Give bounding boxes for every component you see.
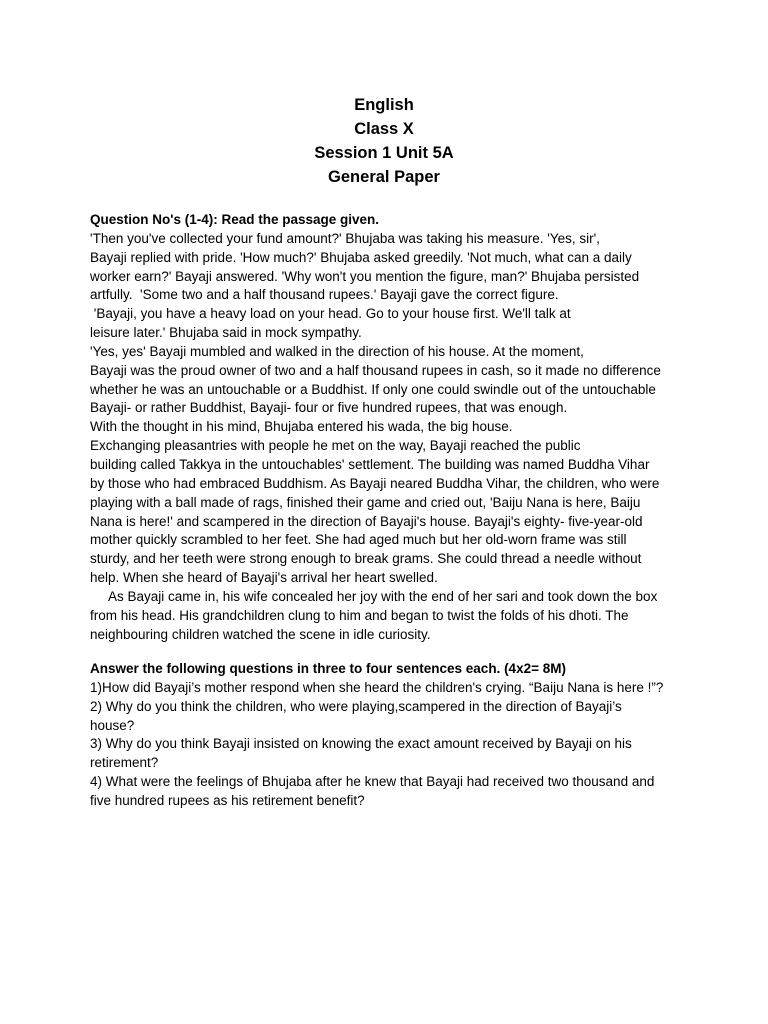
passage-line: 'Bayaji, you have a heavy load on your head. Go to your house first. We'll talk at — [90, 306, 571, 322]
passage-line: whether he was an untouchable or a Buddhist. If only one could swindle out of the untouchable — [90, 381, 656, 397]
passage-line: worker earn?' Bayaji answered. 'Why won't you mention the figure, man?' Bhujaba persisted — [90, 268, 640, 284]
questions-section — [90, 660, 690, 811]
passage-line: artfully. 'Some two and a half thousand rupees.' Bayaji gave the correct figure. — [90, 287, 559, 303]
class-title: Class X — [354, 120, 414, 138]
passage-section — [90, 211, 690, 644]
passage-heading: Question No's (1-4): Read the passage given. — [90, 212, 380, 227]
passage-line: playing with a ball made of rags, finished their game and cried out, 'Baiju Nana is here, Baiju — [90, 494, 641, 510]
passage-line: sturdy, and her teeth were strong enough to break grams. She could thread a needle without — [90, 551, 642, 567]
question-line: 1)How did Bayaji’s mother respond when she heard the children's crying. “Baiju Nana is here !”? — [90, 679, 664, 695]
document-header — [0, 93, 768, 189]
passage-line: Bayaji replied with pride. 'How much?' Bhujaba asked greedily. 'Not much, what can a daily — [90, 249, 632, 265]
question-line: 3) Why do you think Bayaji insisted on knowing the exact amount received by Bayaji on his — [90, 736, 632, 752]
session-title: Session 1 Unit 5A — [314, 144, 454, 162]
paper-title: General Paper — [328, 168, 440, 186]
passage-line: 'Yes, yes' Bayaji mumbled and walked in the direction of his house. At the moment, — [90, 343, 584, 359]
question-line: 2) Why do you think the children, who were playing,scampered in the direction of Bayaji’s — [90, 698, 622, 714]
passage-line: Nana is here!' and scampered in the direction of Bayaji's house. Bayaji's eighty- five-year-old — [90, 513, 643, 529]
question-line: house? — [90, 717, 135, 733]
passage-line: from his head. His grandchildren clung to him and began to twist the folds of his dhoti. The — [90, 607, 629, 623]
passage-line: 'Then you've collected your fund amount?' Bhujaba was taking his measure. 'Yes, sir', — [90, 230, 600, 246]
question-line: five hundred rupees as his retirement benefit? — [90, 792, 365, 808]
passage-line: With the thought in his mind, Bhujaba entered his wada, the big house. — [90, 419, 513, 435]
passage-line: leisure later.' Bhujaba said in mock sympathy. — [90, 325, 362, 341]
passage-line: mother quickly scrambled to her feet. She had aged much but her old-worn frame was still — [90, 532, 627, 548]
question-line: 4) What were the feelings of Bhujaba after he knew that Bayaji had received two thousand and — [90, 774, 655, 790]
passage-line: As Bayaji came in, his wife concealed her joy with the end of her sari and took down the box — [90, 588, 658, 604]
passage-line: Exchanging pleasantries with people he met on the way, Bayaji reached the public — [90, 438, 581, 454]
passage-line: help. When she heard of Bayaji's arrival her heart swelled. — [90, 570, 438, 586]
passage-line: building called Takkya in the untouchables' settlement. The building was named Buddha Vihar — [90, 456, 650, 472]
passage-line: neighbouring children watched the scene in idle curiosity. — [90, 626, 431, 642]
passage-line: Bayaji was the proud owner of two and a half thousand rupees in cash, so it made no difference — [90, 362, 661, 378]
subject-title: English — [354, 96, 414, 114]
questions-heading: Answer the following questions in three to four sentences each. (4x2= 8M) — [90, 661, 566, 676]
passage-line: by those who had embraced Buddhism. As Bayaji neared Buddha Vihar, the children, who were — [90, 475, 660, 491]
passage-line: Bayaji- or rather Buddhist, Bayaji- four or five hundred rupees, that was enough. — [90, 400, 568, 416]
question-line: retirement? — [90, 755, 159, 771]
